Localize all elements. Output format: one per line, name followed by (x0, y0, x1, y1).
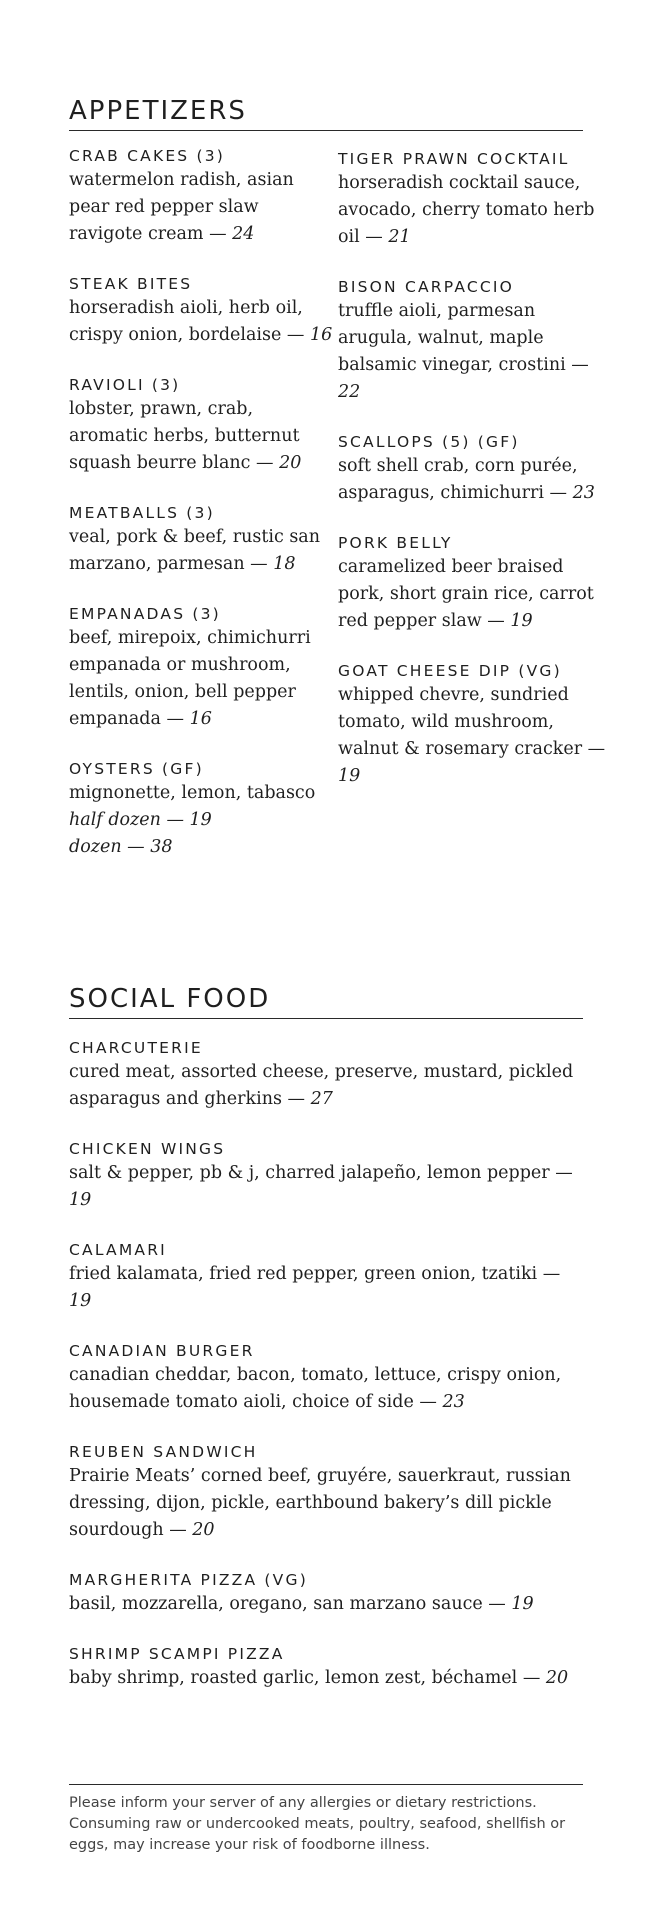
item-price: 23 (442, 1392, 465, 1412)
item-description: canadian cheddar, bacon, tomato, lettuce, crispy onion, housemade tomato aioli, choice of side — 23 (69, 1365, 562, 1412)
item-name: OYSTERS (GF) (69, 760, 204, 778)
item-description: lobster, prawn, crab, aromatic herbs, butternut squash beurre blanc — 20 (69, 399, 302, 473)
menu-item (338, 431, 606, 507)
menu-item-oysters (69, 758, 337, 861)
item-price: 27 (310, 1089, 333, 1109)
menu-item (69, 603, 337, 733)
item-price: 19 (338, 766, 361, 786)
item-description: beef, mirepoix, chimichurri empanada or mushroom, lentils, onion, bell pepper empanada — 16 (69, 628, 311, 729)
social-food-list (69, 1037, 583, 1717)
item-description: mignonette, lemon, tabasco (69, 783, 316, 803)
item-name: REUBEN SANDWICH (69, 1443, 258, 1461)
menu-item (338, 148, 606, 251)
item-price: 19 (510, 611, 533, 631)
appetizers-right-column (338, 148, 606, 815)
item-price: 21 (388, 227, 411, 247)
item-name: MEATBALLS (3) (69, 504, 215, 522)
item-price: 20 (192, 1520, 215, 1540)
item-name: SCALLOPS (5) (GF) (338, 433, 520, 451)
item-description: basil, mozzarella, oregano, san marzano sauce — 19 (69, 1594, 534, 1614)
item-name: CHARCUTERIE (69, 1039, 203, 1057)
menu-item (69, 1037, 583, 1113)
item-price: 16 (189, 709, 212, 729)
item-name: BISON CARPACCIO (338, 278, 515, 296)
item-price: 20 (545, 1668, 569, 1688)
item-description: watermelon radish, asian pear red pepper slaw ravigote cream — 24 (69, 170, 294, 244)
item-name: PORK BELLY (338, 534, 453, 552)
menu-item (338, 532, 606, 635)
oysters-half-dozen-price: half dozen — 19 (69, 810, 212, 830)
menu-item (69, 1441, 583, 1544)
item-description: horseradish cocktail sauce, avocado, cherry tomato herb oil — 21 (338, 173, 595, 247)
item-name: CRAB CAKES (3) (69, 147, 226, 165)
menu-item (69, 1340, 583, 1416)
item-price: 22 (338, 382, 361, 402)
menu-item (69, 1239, 583, 1315)
item-name: SHRIMP SCAMPI PIZZA (69, 1645, 285, 1663)
item-name: GOAT CHEESE DIP (VG) (338, 662, 562, 680)
item-description: soft shell crab, corn purée, asparagus, chimichurri — 23 (338, 456, 595, 503)
appetizers-heading: APPETIZERS (69, 96, 583, 131)
item-name: RAVIOLI (3) (69, 376, 181, 394)
item-name: STEAK BITES (69, 275, 193, 293)
menu-item (69, 502, 337, 578)
menu-item (69, 273, 337, 349)
item-name: TIGER PRAWN COCKTAIL (338, 150, 570, 168)
menu-item (338, 276, 606, 406)
item-price: 23 (572, 483, 595, 503)
item-price: 19 (511, 1594, 534, 1614)
item-description: whipped chevre, sundried tomato, wild mushroom, walnut & rosemary cracker — 19 (338, 685, 606, 786)
item-name: CALAMARI (69, 1241, 167, 1259)
item-name: CANADIAN BURGER (69, 1342, 255, 1360)
item-price: 16 (309, 325, 333, 345)
item-name: CHICKEN WINGS (69, 1140, 226, 1158)
item-description: salt & pepper, pb & j, charred jalapeño, lemon pepper — 19 (69, 1163, 573, 1210)
item-description: fried kalamata, fried red pepper, green onion, tzatiki — 19 (69, 1264, 561, 1311)
item-description: cured meat, assorted cheese, preserve, mustard, pickled asparagus and gherkins — 27 (69, 1062, 574, 1109)
item-description: veal, pork & beef, rustic san marzano, parmesan — 18 (69, 527, 320, 574)
social-food-heading: SOCIAL FOOD (69, 984, 583, 1019)
allergy-disclaimer: Please inform your server of any allergies or dietary restrictions. Consuming raw or undercooked meats, poultry, seafood, shellfish or eggs, may increase your risk of foodborne illness. (69, 1784, 583, 1856)
menu-item (69, 1643, 583, 1692)
item-name: MARGHERITA PIZZA (VG) (69, 1571, 308, 1589)
menu-item (69, 374, 337, 477)
item-price: 18 (273, 554, 296, 574)
item-description: Prairie Meats’ corned beef, gruyére, sauerkraut, russian dressing, dijon, pickle, earthbound bakery’s dill pickle sourdough — 20 (69, 1466, 571, 1540)
item-price: 19 (69, 1291, 92, 1311)
menu-item (69, 1569, 583, 1618)
item-description: caramelized beer braised pork, short grain rice, carrot red pepper slaw — 19 (338, 557, 594, 631)
item-name: EMPANADAS (3) (69, 605, 221, 623)
item-description: horseradish aioli, herb oil, crispy onion, bordelaise — 16 (69, 298, 333, 345)
item-price: 20 (279, 453, 302, 473)
menu-item (338, 660, 606, 790)
item-price: 19 (69, 1190, 92, 1210)
item-description: truffle aioli, parmesan arugula, walnut, maple balsamic vinegar, crostini — 22 (338, 301, 589, 402)
item-price: 24 (232, 224, 255, 244)
item-description: baby shrimp, roasted garlic, lemon zest, béchamel — 20 (69, 1668, 569, 1688)
appetizers-left-column (69, 145, 337, 886)
menu-item (69, 145, 337, 248)
oysters-dozen-price: dozen — 38 (69, 837, 173, 857)
menu-item (69, 1138, 583, 1214)
